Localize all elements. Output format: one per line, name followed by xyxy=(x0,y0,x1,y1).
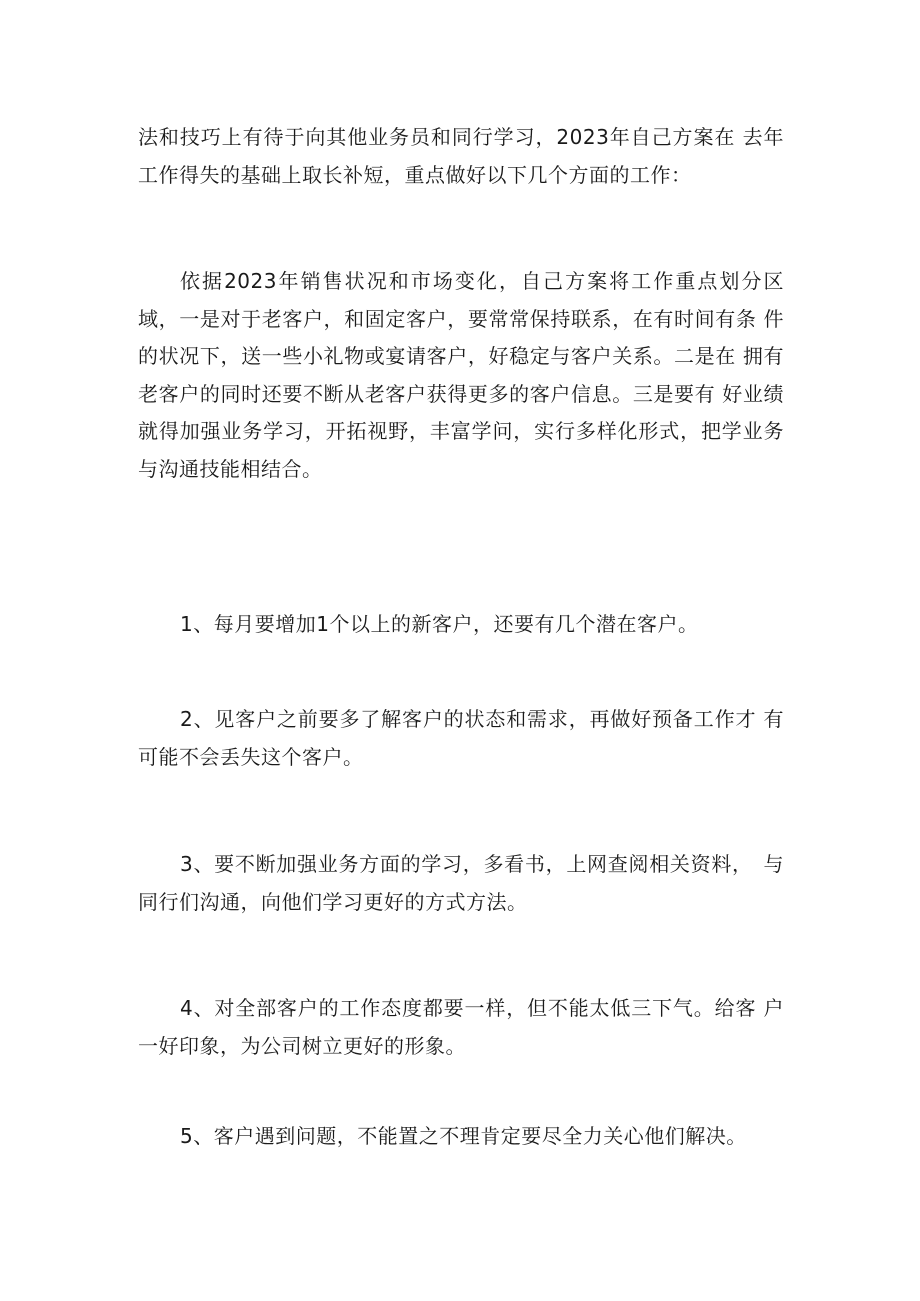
list-item-5: 5、客户遇到问题，不能置之不理肯定要尽全力关心他们解决。 xyxy=(180,1124,747,1148)
list-item-3: 3、要不断加强业务方面的学习，多看书，上网查阅相关资料， 与同行们沟通，向他们学习更好的方式方法。 xyxy=(138,852,784,914)
list-item-4: 4、对全部客户的工作态度都要一样，但不能太低三下气。给客 户一好印象，为公司树立更好的形象。 xyxy=(138,996,784,1058)
list-item-2: 2、见客户之前要多了解客户的状态和需求，再做好预备工作才 有可能不会丢失这个客户。 xyxy=(138,707,784,769)
paragraph-work-plan: 依据2023年销售状况和市场变化，自己方案将工作重点划分区 域，一是对于老客户，和固定客户，要常常保持联系，在有时间有条 件的状况下，送一些小礼物或宴请客户，好稳定与客户关系。二是在 拥有老客户的同时还要不断从老客户获得更多的客户信息。三是要有 好业绩就得加强业务学习，开拓视野，丰富学问，实行多样化形式，把学业务与沟通技能相结合。 xyxy=(138,269,805,481)
list-item-1: 1、每月要增加1个以上的新客户，还要有几个潜在客户。 xyxy=(180,612,699,636)
paragraph-continuation: 法和技巧上有待于向其他业务员和同行学习，2023年自己方案在 去年工作得失的基础上取长补短，重点做好以下几个方面的工作： xyxy=(138,125,784,187)
